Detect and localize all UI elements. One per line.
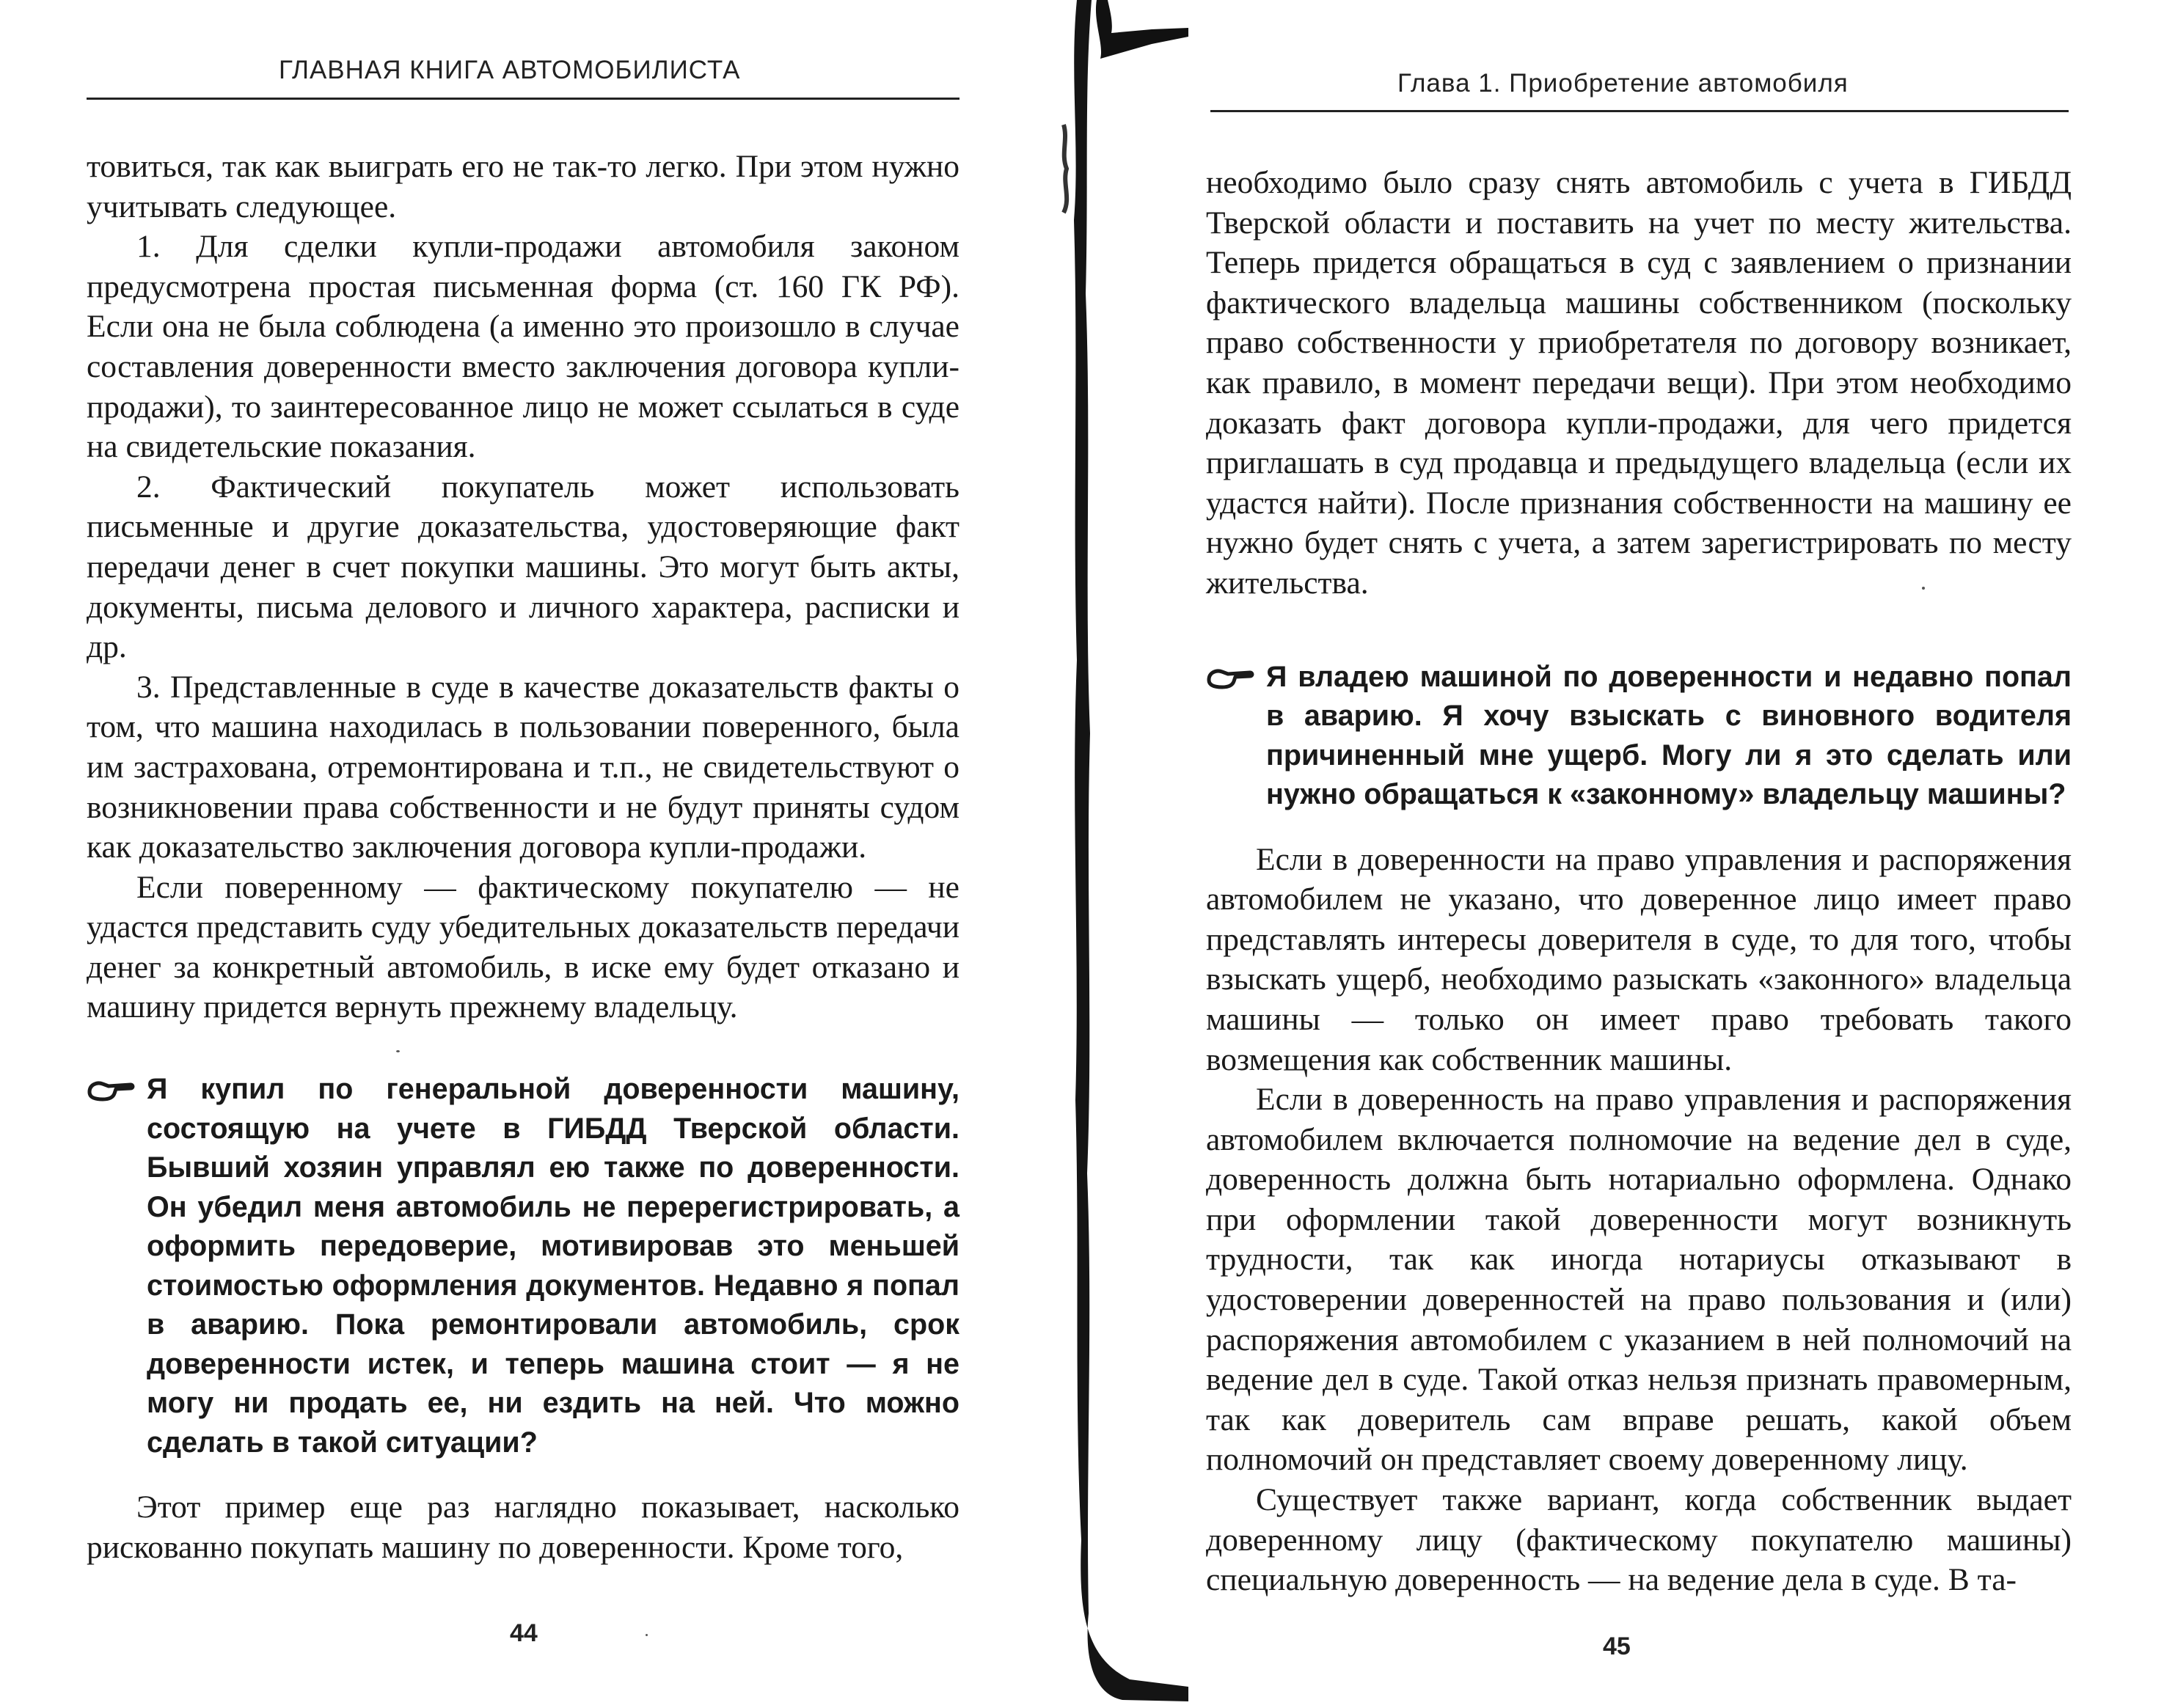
scan-speck [646, 1634, 648, 1636]
reader-question [87, 1070, 959, 1462]
reader-question [1206, 658, 2072, 815]
right-page-body [1206, 163, 2072, 1600]
paragraph: 2. Фактический покупатель может использовать письменные и другие доказательства, удостоверяющие факт передачи денег в счет покупки машины. Это могут быть акты, документы, письма делового и личного характера, расписки и др. [87, 469, 959, 665]
left-page-body [87, 147, 959, 1567]
paragraph: Существует также вариант, когда собственник выдает доверенному лицу (фактическому покупателю машины) специальную доверенность — на ведение дела в суде. В та- [1206, 1482, 2072, 1598]
header-rule-left [87, 98, 959, 100]
header-rule-right [1210, 110, 2069, 112]
page-number-right: 45 [1603, 1632, 1631, 1660]
paragraph: 3. Представленные в суде в качестве доказательств факты о том, что машина находилась в пользовании поверенного, была им застрахована, отремонтирована и т.п., не свидетельствуют о возникновении права собственности и не будут приняты судом как доказательство заключения договора купли-продажи. [87, 669, 959, 865]
question-text: Я владею машиной по доверенности и недавно попал в аварию. Я хочу взыскать с виновного водителя причиненный мне ущерб. Могу ли я это сделать или нужно обращаться к «законному» владельцу машины? [1266, 660, 2072, 811]
running-head-left: ГЛАВНАЯ КНИГА АВТОМОБИЛИСТА [279, 56, 741, 84]
paragraph: Если в доверенности на право управления и распоряжения автомобилем не указано, что доверенное лицо имеет право представлять интересы доверителя в суде, то для того, чтобы взыскать ущерб, необходимо разыскать «законного» владельца машины — только он имеет право требовать такого возмещения как собственник машины. [1206, 841, 2072, 1077]
scan-speck [1922, 587, 1925, 590]
pointing-hand-icon [1206, 665, 1254, 690]
paragraph: Если в доверенность на право управления и распоряжения автомобилем включается полномочие на ведение дел в суде, доверенность должна быть нотариально оформлена. Однако при оформлении такой доверенности могут возникнуть трудности, так как иногда нотариусы отказывают в удостоверении доверенностей на право пользования и (или) распоряжения автомобилем с указанием в ней полномочий на ведение дел в суде. Такой отказ нельзя признать правомерным, так как доверитель сам вправе решать, какой объем полномочий он представляет своему доверенному лицу. [1206, 1082, 2072, 1478]
page-number-left: 44 [510, 1619, 538, 1647]
paragraph: Этот пример еще раз наглядно показывает, насколько рискованно покупать машину по доверенности. Кроме того, [87, 1489, 959, 1565]
right-page [1071, 0, 2164, 1708]
pointing-hand-icon [87, 1077, 135, 1102]
paragraph: 1. Для сделки купли-продажи автомобиля законом предусмотрена простая письменная форма (ст. 160 ГК РФ). Если она не была соблюдена (а именно это произошло в случае составления доверенности вместо заключения договора купли-продажи), то заинтересованное лицо не может ссылаться в суде на свидетельские показания. [87, 229, 959, 465]
left-page [0, 0, 1056, 1708]
paragraph: необходимо было сразу снять автомобиль с учета в ГИБДД Тверской области и поставить на учет по месту жительства. Теперь придется обращаться в суд с заявлением о признании фактического владельца машины собственником (поскольку право собственности у приобретателя по договору возникает, как правило, в момент передачи вещи). При этом необходимо доказать факт договора купли-продажи, для чего придется приглашать в суд продавца и предыдущего владельца (если их удастся найти). После признания собственности на машину ее нужно будет снять с учета, а затем зарегистрировать по месту жительства. [1206, 165, 2072, 601]
running-head-right: Глава 1. Приобретение автомобиля [1397, 69, 1849, 98]
paragraph: товиться, так как выиграть его не так-то легко. При этом нужно учитывать следующее. [87, 149, 959, 224]
question-text: Я купил по генеральной доверенности машину, состоящую на учете в ГИБДД Тверской области. Бывший хозяин управлял ею также по доверенности. Он убедил меня автомобиль не перерегистрировать, а оформить передоверие, мотивировав это меньшей стоимостью оформления документов. Недавно я попал в аварию. Пока ремонтировали автомобиль, срок доверенности истек, и теперь машина стоит — я не могу ни продать ее, ни ездить на ней. Что можно сделать в такой ситуации? [147, 1073, 959, 1459]
scan-speck [396, 1050, 400, 1052]
paragraph: Если поверенному — фактическому покупателю — не удастся представить суду убедительных доказательств передачи денег за конкретный автомобиль, в иске ему будет отказано и машину придется вернуть прежнему владельцу. [87, 869, 959, 1025]
